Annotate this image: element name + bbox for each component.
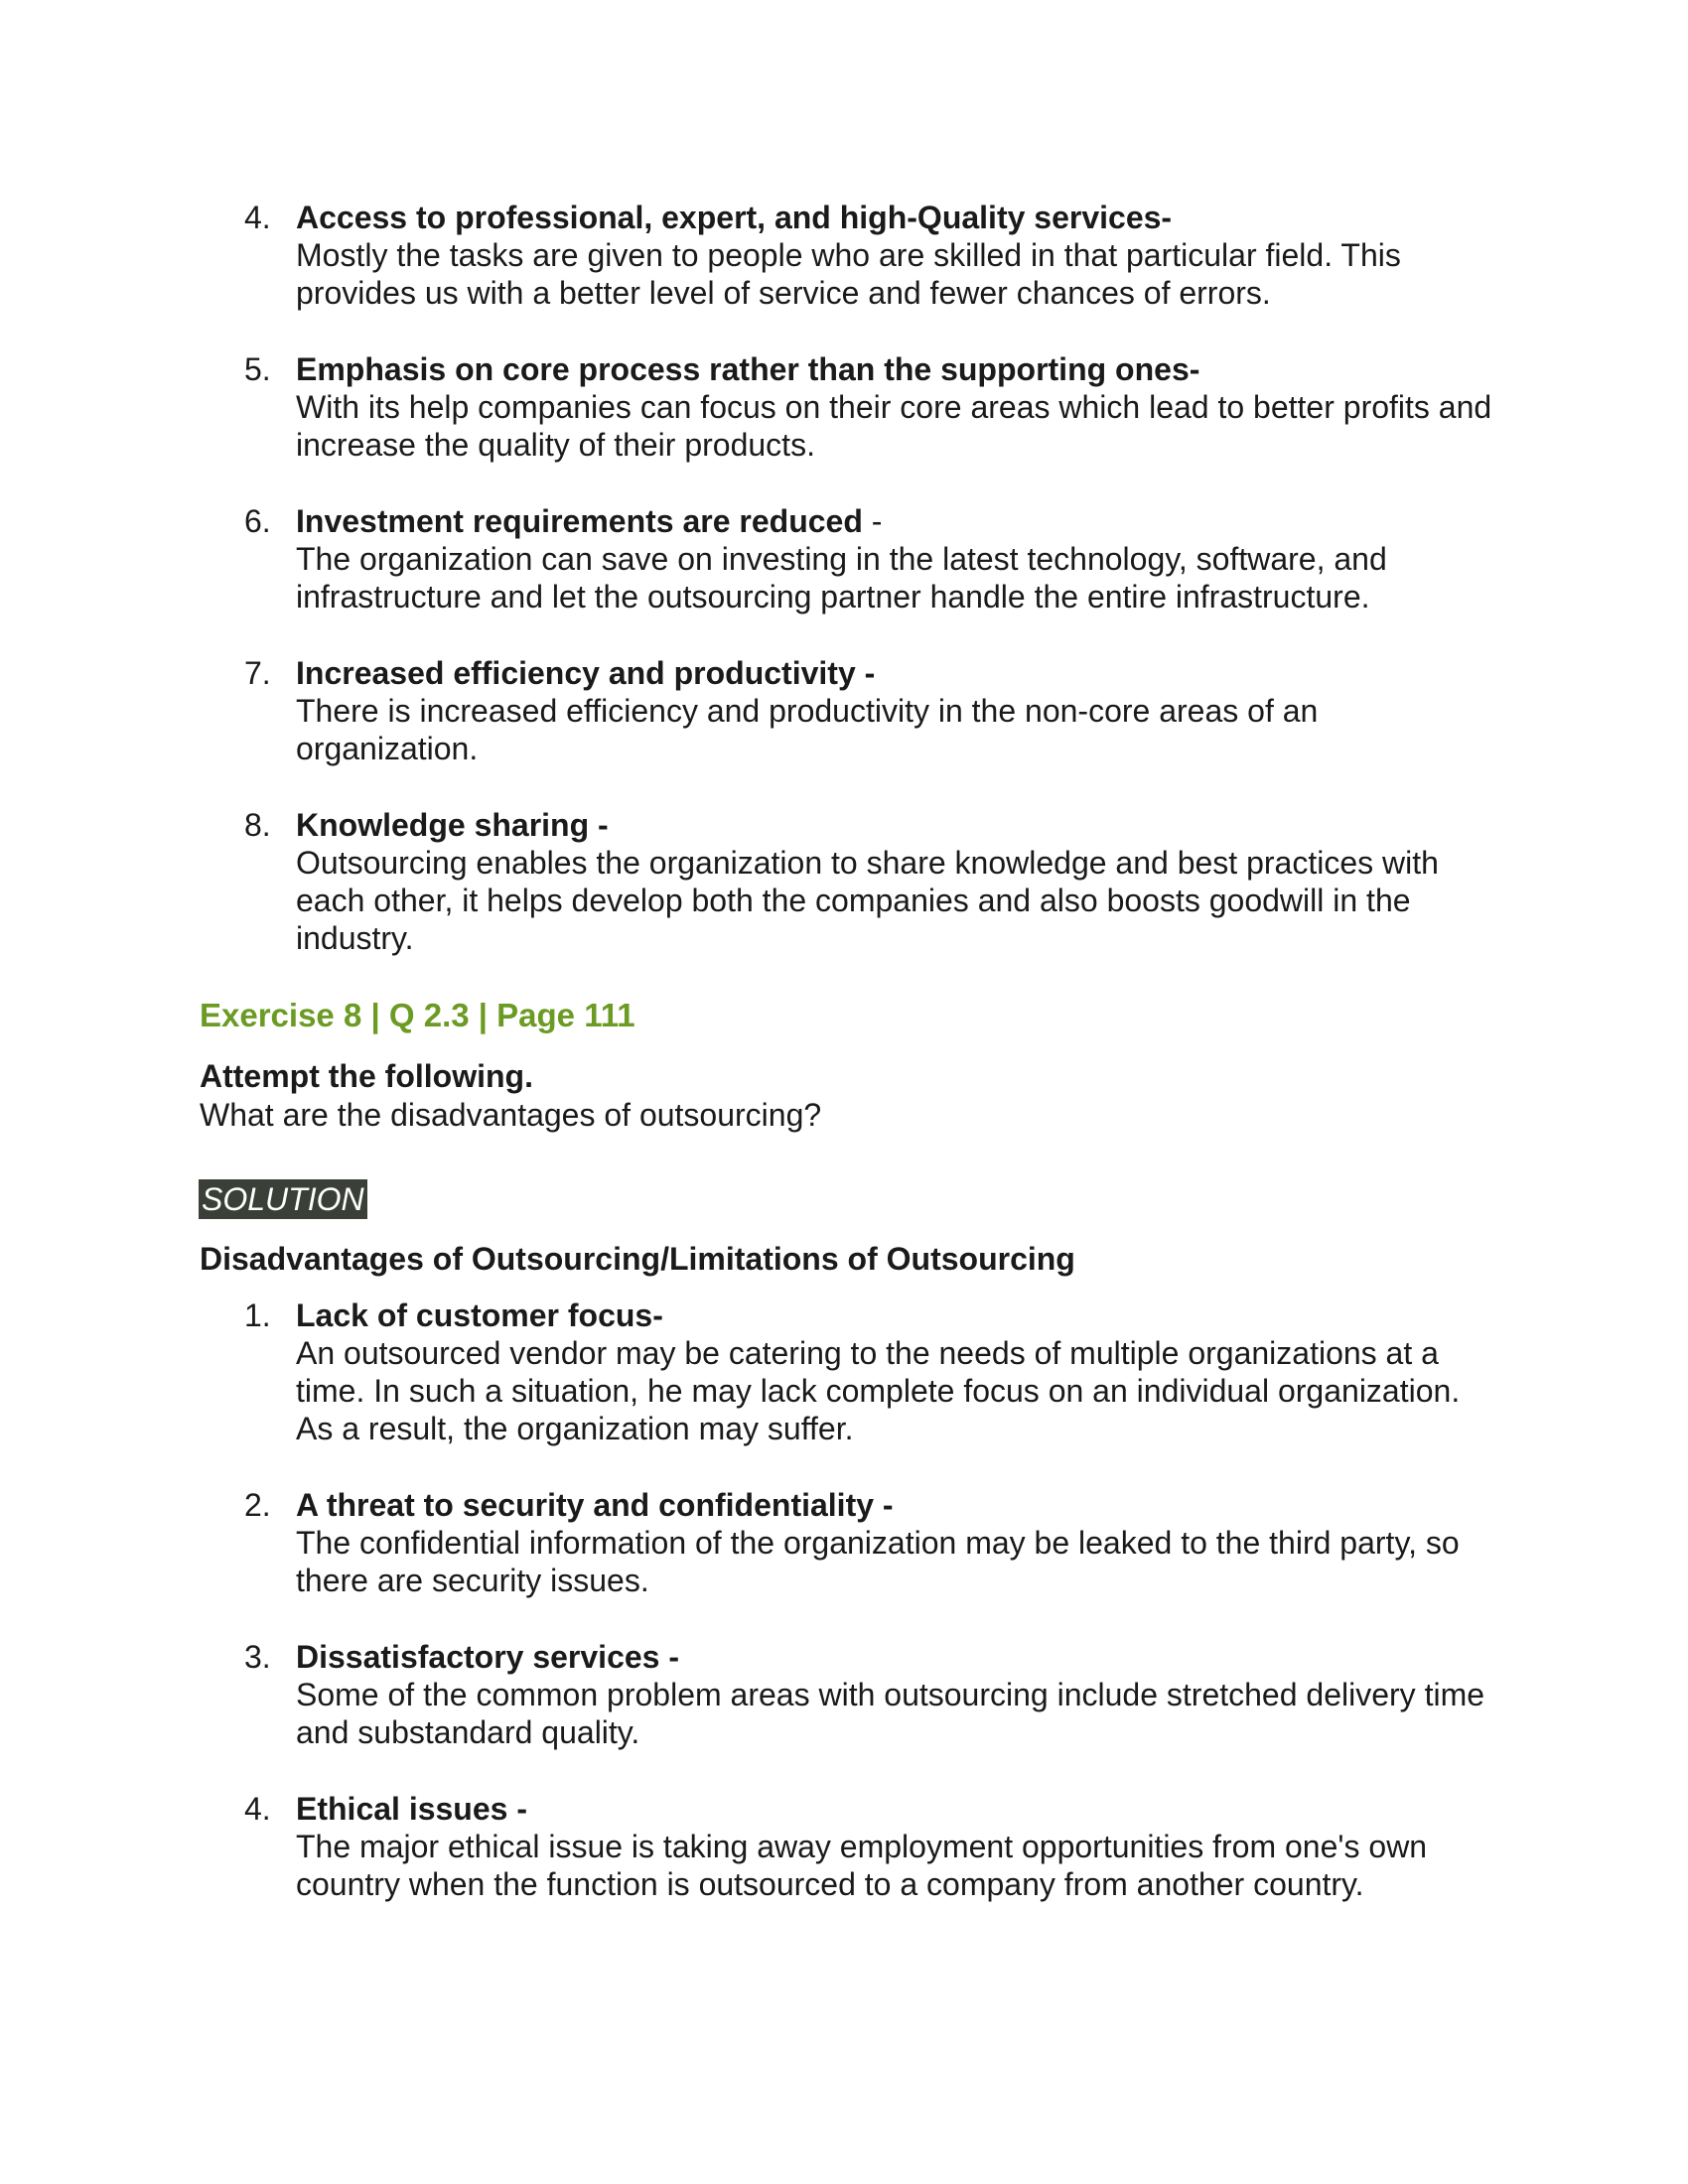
item-title: A threat to security and confidentiality -	[296, 1487, 894, 1523]
list-item	[0, 199, 1688, 312]
item-title: Emphasis on core process rather than the supporting ones-	[296, 351, 1200, 387]
item-title: Ethical issues -	[296, 1791, 527, 1827]
item-title: Knowledge sharing -	[296, 807, 609, 843]
item-number: 7.	[244, 655, 271, 691]
list-item	[0, 502, 1688, 615]
list-item	[0, 1297, 1688, 1447]
exercise-label: Exercise 8 | Q 2.3 | Page 111	[200, 997, 635, 1033]
item-description: The confidential information of the organization may be leaked to the third party, so there are security issues.	[296, 1525, 1460, 1598]
item-number: 1.	[244, 1297, 271, 1333]
list-item	[0, 1638, 1688, 1751]
item-description: There is increased efficiency and productivity in the non-core areas of an organization.	[296, 693, 1319, 766]
item-title: Increased efficiency and productivity -	[296, 655, 876, 691]
item-description: The organization can save on investing in the latest technology, software, and infrastructure and let the outsourcing partner handle the entire infrastructure.	[296, 541, 1387, 614]
item-number: 5.	[244, 351, 271, 387]
item-description: Outsourcing enables the organization to share knowledge and best practices with each other, it helps develop both the companies and also boosts goodwill in the industry.	[296, 845, 1439, 956]
exercise-question: What are the disadvantages of outsourcing?	[200, 1097, 822, 1133]
disadvantages-heading: Disadvantages of Outsourcing/Limitations of Outsourcing	[200, 1241, 1075, 1277]
item-title: Dissatisfactory services -	[296, 1639, 679, 1675]
list-item	[0, 350, 1688, 464]
item-number: 2.	[244, 1487, 271, 1523]
item-title: Investment requirements are reduced	[296, 503, 863, 539]
list-item	[0, 1486, 1688, 1599]
item-number: 4.	[244, 200, 271, 235]
item-description: Some of the common problem areas with outsourcing include stretched delivery time and substandard quality.	[296, 1677, 1485, 1750]
item-number: 4.	[244, 1791, 271, 1827]
list-item	[0, 806, 1688, 957]
item-title: Access to professional, expert, and high-Quality services-	[296, 200, 1173, 235]
list-item	[0, 654, 1688, 767]
item-title: Lack of customer focus-	[296, 1297, 663, 1333]
solution-label: SOLUTION	[199, 1179, 367, 1219]
item-number: 8.	[244, 807, 271, 843]
list-item	[0, 1790, 1688, 1903]
item-description: With its help companies can focus on their core areas which lead to better profits and increase the quality of their products.	[296, 389, 1492, 463]
item-description: The major ethical issue is taking away employment opportunities from one's own country when the function is outsourced to a company from another country.	[296, 1829, 1428, 1902]
advantages-list	[0, 199, 1688, 996]
item-number: 6.	[244, 503, 271, 539]
item-number: 3.	[244, 1639, 271, 1675]
disadvantages-list	[0, 1297, 1688, 1942]
item-title-dash: -	[862, 503, 883, 539]
item-description: An outsourced vendor may be catering to the needs of multiple organizations at a time. In such a situation, he may lack complete focus on an individual organization. As a result, the organization may suffer.	[296, 1335, 1461, 1446]
item-description: Mostly the tasks are given to people who are skilled in that particular field. This provides us with a better level of service and fewer chances of errors.	[296, 237, 1401, 311]
exercise-instruction: Attempt the following.	[200, 1058, 533, 1094]
